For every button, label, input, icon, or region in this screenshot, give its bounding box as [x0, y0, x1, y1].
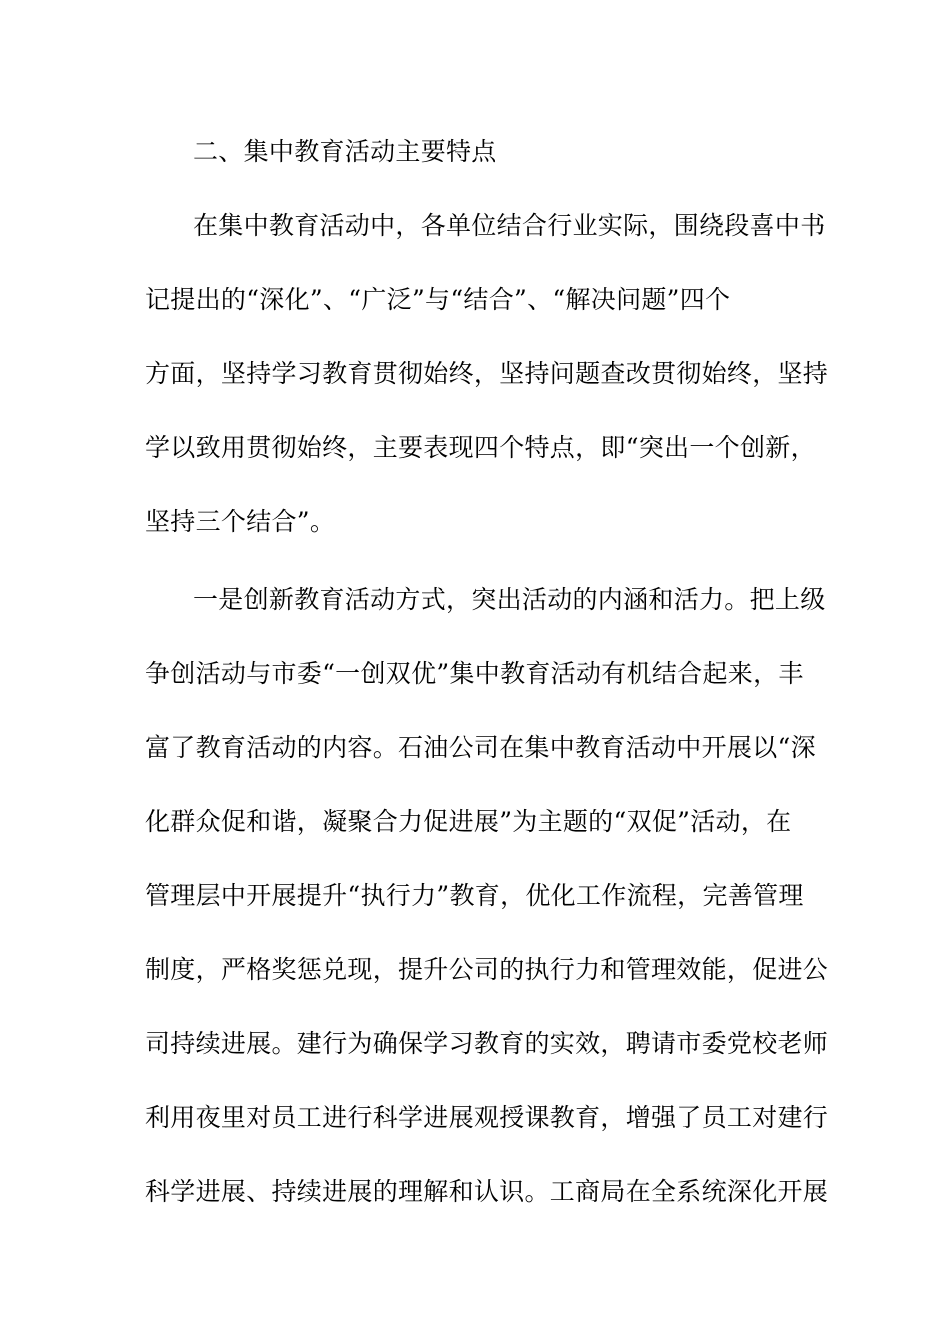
paragraph-line: 富了教育活动的内容。石油公司在集中教育活动中开展以“深	[145, 733, 816, 762]
paragraph-line: 制度，严格奖惩兑现，提升公司的执行力和管理效能，促进公	[145, 955, 829, 984]
paragraph-line: 利用夜里对员工进行科学进展观授课教育，增强了员工对建行	[145, 1103, 829, 1132]
paragraph-line: 科学进展、持续进展的理解和认识。工商局在全系统深化开展	[145, 1177, 829, 1206]
section-heading: 二、集中教育活动主要特点	[193, 137, 497, 166]
paragraph-line: 坚持三个结合”。	[145, 507, 336, 536]
paragraph-line: 管理层中开展提升“执行力”教育，优化工作流程，完善管理	[145, 881, 804, 910]
paragraph-line: 化群众促和谐，凝聚合力促进展”为主题的“双促”活动，在	[145, 807, 792, 836]
paragraph-line: 一是创新教育活动方式，突出活动的内涵和活力。把上级	[193, 585, 826, 614]
paragraph-line: 方面，坚持学习教育贯彻始终，坚持问题查改贯彻始终，坚持	[145, 359, 829, 388]
paragraph-line: 在集中教育活动中，各单位结合行业实际，围绕段喜中书	[193, 211, 826, 240]
paragraph-line: 学以致用贯彻始终，主要表现四个特点，即“突出一个创新，	[145, 433, 816, 462]
paragraph-line: 司持续进展。建行为确保学习教育的实效，聘请市委党校老师	[145, 1029, 829, 1058]
paragraph-line: 争创活动与市委“一创双优”集中教育活动有机结合起来，丰	[145, 659, 804, 688]
paragraph-line: 记提出的“深化”、“广泛”与“结合”、“解决问题”四个	[145, 285, 731, 314]
